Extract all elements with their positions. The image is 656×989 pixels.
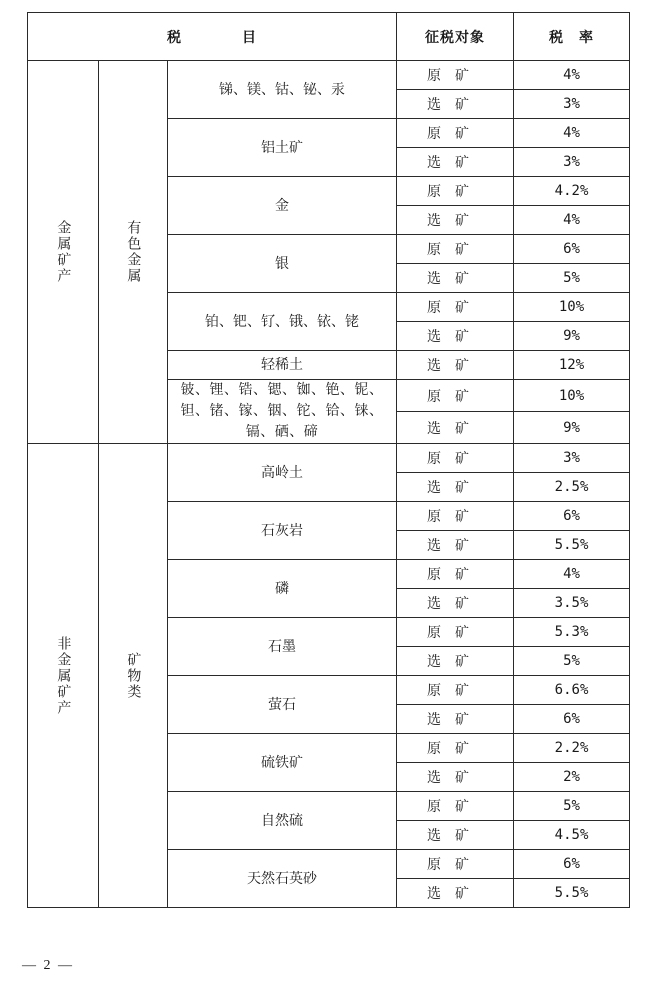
- subcategory-label: 矿物类: [125, 651, 142, 700]
- header-rate: 税 率: [514, 13, 630, 61]
- tax-rate: 9%: [514, 322, 630, 351]
- header-object: 征税对象: [397, 13, 514, 61]
- tax-rate: 5%: [514, 264, 630, 293]
- tax-rate-table: [27, 12, 630, 908]
- tax-rate: 3%: [514, 444, 630, 473]
- item-name: 轻稀土: [168, 351, 397, 380]
- tax-object: 选矿: [397, 264, 514, 293]
- tax-rate: 9%: [514, 412, 630, 444]
- tax-rate: 6.6%: [514, 676, 630, 705]
- item-name: 铂、钯、钌、锇、铱、铑: [168, 293, 397, 351]
- table-body: [28, 61, 630, 908]
- tax-rate: 4.2%: [514, 177, 630, 206]
- tax-object: 原矿: [397, 676, 514, 705]
- tax-rate: 2.5%: [514, 473, 630, 502]
- item-name: 自然硫: [168, 792, 397, 850]
- tax-rate: 5.3%: [514, 618, 630, 647]
- category-cell: [28, 444, 99, 908]
- table-row: [28, 444, 630, 473]
- tax-rate: 6%: [514, 705, 630, 734]
- tax-rate: 3.5%: [514, 589, 630, 618]
- tax-rate: 6%: [514, 850, 630, 879]
- item-name: 铝土矿: [168, 119, 397, 177]
- item-name: 磷: [168, 560, 397, 618]
- tax-object: 选矿: [397, 90, 514, 119]
- tax-object: 选矿: [397, 647, 514, 676]
- tax-rate: 4%: [514, 61, 630, 90]
- item-name: 硫铁矿: [168, 734, 397, 792]
- category-label: 金属矿产: [55, 220, 72, 284]
- tax-rate: 6%: [514, 502, 630, 531]
- tax-object: 选矿: [397, 589, 514, 618]
- item-name: 高岭土: [168, 444, 397, 502]
- item-name: 萤石: [168, 676, 397, 734]
- tax-object: 原矿: [397, 293, 514, 322]
- tax-rate: 10%: [514, 293, 630, 322]
- item-name: 天然石英砂: [168, 850, 397, 908]
- item-name: 石灰岩: [168, 502, 397, 560]
- tax-object: 选矿: [397, 763, 514, 792]
- tax-object: 选矿: [397, 351, 514, 380]
- tax-object: 选矿: [397, 821, 514, 850]
- tax-object: 选矿: [397, 148, 514, 177]
- tax-rate: 4%: [514, 560, 630, 589]
- tax-object: 原矿: [397, 792, 514, 821]
- tax-object: 选矿: [397, 473, 514, 502]
- tax-rate: 6%: [514, 235, 630, 264]
- tax-object: 原矿: [397, 734, 514, 763]
- item-name: 锑、镁、钴、铋、汞: [168, 61, 397, 119]
- item-name: 金: [168, 177, 397, 235]
- item-name: 石墨: [168, 618, 397, 676]
- tax-object: 原矿: [397, 444, 514, 473]
- tax-object: 选矿: [397, 206, 514, 235]
- item-name: 铍、锂、锆、锶、铷、铯、铌、钽、锗、镓、铟、铊、铪、铼、镉、硒、碲: [168, 380, 397, 444]
- tax-object: 原矿: [397, 560, 514, 589]
- tax-object: 选矿: [397, 322, 514, 351]
- tax-rate: 5%: [514, 792, 630, 821]
- tax-rate: 4%: [514, 206, 630, 235]
- tax-object: 原矿: [397, 850, 514, 879]
- tax-rate: 10%: [514, 380, 630, 412]
- tax-rate: 3%: [514, 148, 630, 177]
- tax-object: 原矿: [397, 177, 514, 206]
- tax-rate: 3%: [514, 90, 630, 119]
- tax-rate: 2.2%: [514, 734, 630, 763]
- tax-rate: 5.5%: [514, 531, 630, 560]
- tax-rate: 5%: [514, 647, 630, 676]
- tax-object: 原矿: [397, 119, 514, 148]
- tax-rate: 5.5%: [514, 879, 630, 908]
- subcategory-label: 有色金属: [125, 220, 142, 284]
- tax-rate: 2%: [514, 763, 630, 792]
- category-cell: [28, 61, 99, 444]
- table-row: [28, 61, 630, 90]
- item-name: 银: [168, 235, 397, 293]
- tax-rate: 4.5%: [514, 821, 630, 850]
- subcategory-cell: [99, 444, 168, 908]
- tax-object: 原矿: [397, 502, 514, 531]
- tax-object: 原矿: [397, 618, 514, 647]
- tax-rate: 12%: [514, 351, 630, 380]
- header-item: 税 目: [28, 13, 397, 61]
- tax-object: 原矿: [397, 380, 514, 412]
- subcategory-cell: [99, 61, 168, 444]
- tax-object: 选矿: [397, 879, 514, 908]
- tax-object: 选矿: [397, 531, 514, 560]
- table-header-row: [28, 13, 630, 61]
- category-label: 非金属矿产: [55, 635, 72, 716]
- page-number: — 2 —: [22, 958, 74, 973]
- tax-object: 选矿: [397, 705, 514, 734]
- tax-object: 选矿: [397, 412, 514, 444]
- tax-rate: 4%: [514, 119, 630, 148]
- tax-object: 原矿: [397, 235, 514, 264]
- tax-object: 原矿: [397, 61, 514, 90]
